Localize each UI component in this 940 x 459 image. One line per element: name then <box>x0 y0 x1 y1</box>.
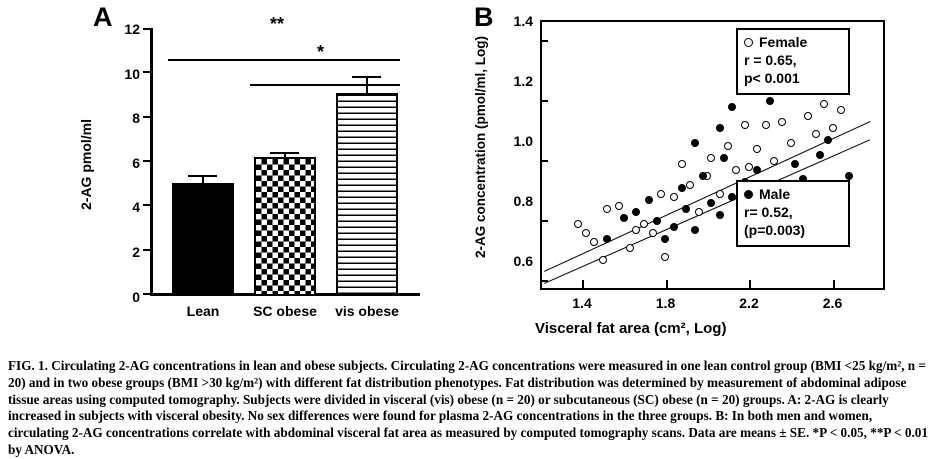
panel-b-y-axis-title: 2-AG concentration (pmol/ml, Log) <box>473 36 488 258</box>
panel-b-xtick-mark-22 <box>749 280 751 288</box>
panel-b-ytick-mark-14 <box>540 40 548 42</box>
legend-female <box>736 28 850 95</box>
caption-text: Circulating 2-AG concentrations in lean and obese subjects. Circulating 2-AG concentrations were measured in one lean control group (BMI <25 kg/m², n = 20) and in two obese groups (BMI >30 kg/m²) with different fat distribution phenotypes. Fat distribution was determined by measurement of abdominal adipose tissue areas using computed tomography. Subjects were divided in visceral (vis) obese (n = 20) or subcutaneous (SC) obese (n = 20) groups. A: 2-AG is clearly increased in subjects with visceral obesity. No sex differences were found for plasma 2-AG concentrations in the three groups. B: In both men and women, circulating 2-AG concentrations correlate with abdominal visceral fat area as measured by computed tomography scans. Data are means ± SE. *P < 0.05, **P < 0.01 by ANOVA. <box>8 358 928 457</box>
scatter-point-male <box>632 208 640 216</box>
scatter-point-female <box>649 229 657 237</box>
legend-male-p: (p=0.003) <box>744 221 806 238</box>
legend-female-r: r = 0.65, <box>744 51 797 68</box>
panel-a-ytick-10: 10 <box>124 66 140 82</box>
panel-b-xtick-18: 1.8 <box>655 295 676 311</box>
panel-b-xtick-22: 2.2 <box>739 295 759 311</box>
panel-b-xtick-mark-14 <box>582 280 584 288</box>
scatter-point-male <box>720 154 728 162</box>
panel-a-ytick-2: 2 <box>132 244 140 260</box>
panel-a-plot-area <box>150 28 420 296</box>
panel-a-tick-10 <box>143 71 151 73</box>
scatter-point-female <box>626 244 634 252</box>
panel-b-plot-area <box>540 20 885 290</box>
panel-a-ytick-12: 12 <box>124 21 140 37</box>
scatter-point-female <box>804 112 812 120</box>
scatter-point-male <box>653 217 661 225</box>
panel-b-ytick-mark-10 <box>540 160 548 162</box>
scatter-point-male <box>645 196 653 204</box>
panel-b-ytick-10: 1.0 <box>513 133 533 149</box>
panel-a <box>0 0 470 350</box>
scatter-point-male <box>716 211 724 219</box>
errorcap-vis-obese <box>352 76 381 78</box>
bar-sc-obese <box>254 157 316 296</box>
panel-b-ytick-mark-08 <box>540 220 548 222</box>
scatter-point-male <box>691 226 699 234</box>
panel-a-ytick-8: 8 <box>132 110 140 126</box>
panel-b-x-axis-title: Visceral fat area (cm², Log) <box>535 320 727 337</box>
panel-a-ytick-0: 0 <box>132 289 140 305</box>
filled-circle-icon <box>744 190 753 199</box>
panel-a-tick-6 <box>143 160 151 162</box>
scatter-point-female <box>678 160 686 168</box>
scatter-point-female <box>762 121 770 129</box>
scatter-point-female <box>599 256 607 264</box>
errorcap-sc-obese <box>270 152 299 154</box>
legend-male-r: r= 0.52, <box>744 203 793 220</box>
scatter-point-female <box>837 106 845 114</box>
panel-a-tick-12 <box>143 28 151 30</box>
scatter-point-male <box>766 97 774 105</box>
scatter-point-male <box>620 214 628 222</box>
legend-male <box>736 180 850 247</box>
legend-female-row <box>744 34 840 52</box>
scatter-point-male <box>678 184 686 192</box>
panel-b-ytick-mark-12 <box>540 100 548 102</box>
significance-line-lean-vis <box>168 59 400 61</box>
errorcap-lean <box>188 175 217 177</box>
scatter-point-female <box>603 205 611 213</box>
scatter-point-male <box>816 151 824 159</box>
scatter-point-female <box>716 190 724 198</box>
scatter-point-female <box>829 124 837 132</box>
panel-a-tick-4 <box>143 204 151 206</box>
panel-b-ytick-12: 1.2 <box>513 73 533 89</box>
scatter-point-female <box>770 157 778 165</box>
panel-b-xtick-mark-18 <box>666 280 668 288</box>
panel-a-tick-2 <box>143 249 151 251</box>
scatter-point-male <box>670 223 678 231</box>
panel-b-xtick-26: 2.6 <box>822 295 843 311</box>
errorbar-lean <box>202 177 204 184</box>
panel-b-letter: B <box>474 2 494 32</box>
legend-female-p: p< 0.001 <box>744 69 800 86</box>
category-label-vis-obese: vis obese <box>335 303 399 319</box>
scatter-point-female <box>741 121 749 129</box>
panel-a-tick-0 <box>143 293 151 295</box>
panel-b-xtick-14: 1.4 <box>572 295 592 311</box>
panel-b-ytick-06: 0.6 <box>513 253 533 269</box>
scatter-point-female <box>632 226 640 234</box>
bar-vis-obese <box>336 93 398 296</box>
scatter-point-female <box>574 220 582 228</box>
scatter-point-male <box>716 124 724 132</box>
scatter-point-male <box>699 172 707 180</box>
panel-a-ytick-6: 6 <box>132 155 140 171</box>
panel-a-letter: A <box>93 2 113 32</box>
scatter-point-male <box>691 139 699 147</box>
legend-female-label: Female <box>759 34 808 50</box>
category-label-lean: Lean <box>186 303 220 319</box>
figure-caption <box>8 358 932 459</box>
panel-a-y-axis-title: 2-AG pmol/ml <box>78 118 94 210</box>
scatter-point-female <box>787 139 795 147</box>
caption-label: FIG. 1. <box>8 358 48 373</box>
panel-b <box>455 0 940 350</box>
scatter-point-female <box>695 208 703 216</box>
scatter-point-female <box>745 163 753 171</box>
panel-b-ytick-14: 1.4 <box>513 13 533 29</box>
scatter-point-male <box>791 160 799 168</box>
scatter-point-male <box>603 235 611 243</box>
legend-male-label: Male <box>759 186 791 202</box>
bar-lean <box>172 183 234 296</box>
legend-male-row <box>744 186 840 204</box>
significance-line-sc-vis <box>250 84 400 86</box>
panel-a-y-axis <box>150 28 153 296</box>
panel-a-tick-8 <box>143 116 151 118</box>
scatter-point-female <box>582 229 590 237</box>
scatter-point-female <box>724 142 732 150</box>
panel-b-xtick-mark-26 <box>833 280 835 288</box>
scatter-point-female <box>670 193 678 201</box>
open-circle-icon <box>744 38 753 47</box>
scatter-point-female <box>812 130 820 138</box>
panel-b-ytick-08: 0.8 <box>513 193 533 209</box>
panel-a-ytick-4: 4 <box>132 199 140 215</box>
significance-label-double: ** <box>270 14 285 34</box>
significance-label-single: * <box>317 42 325 62</box>
category-label-sc-obese: SC obese <box>253 303 317 319</box>
